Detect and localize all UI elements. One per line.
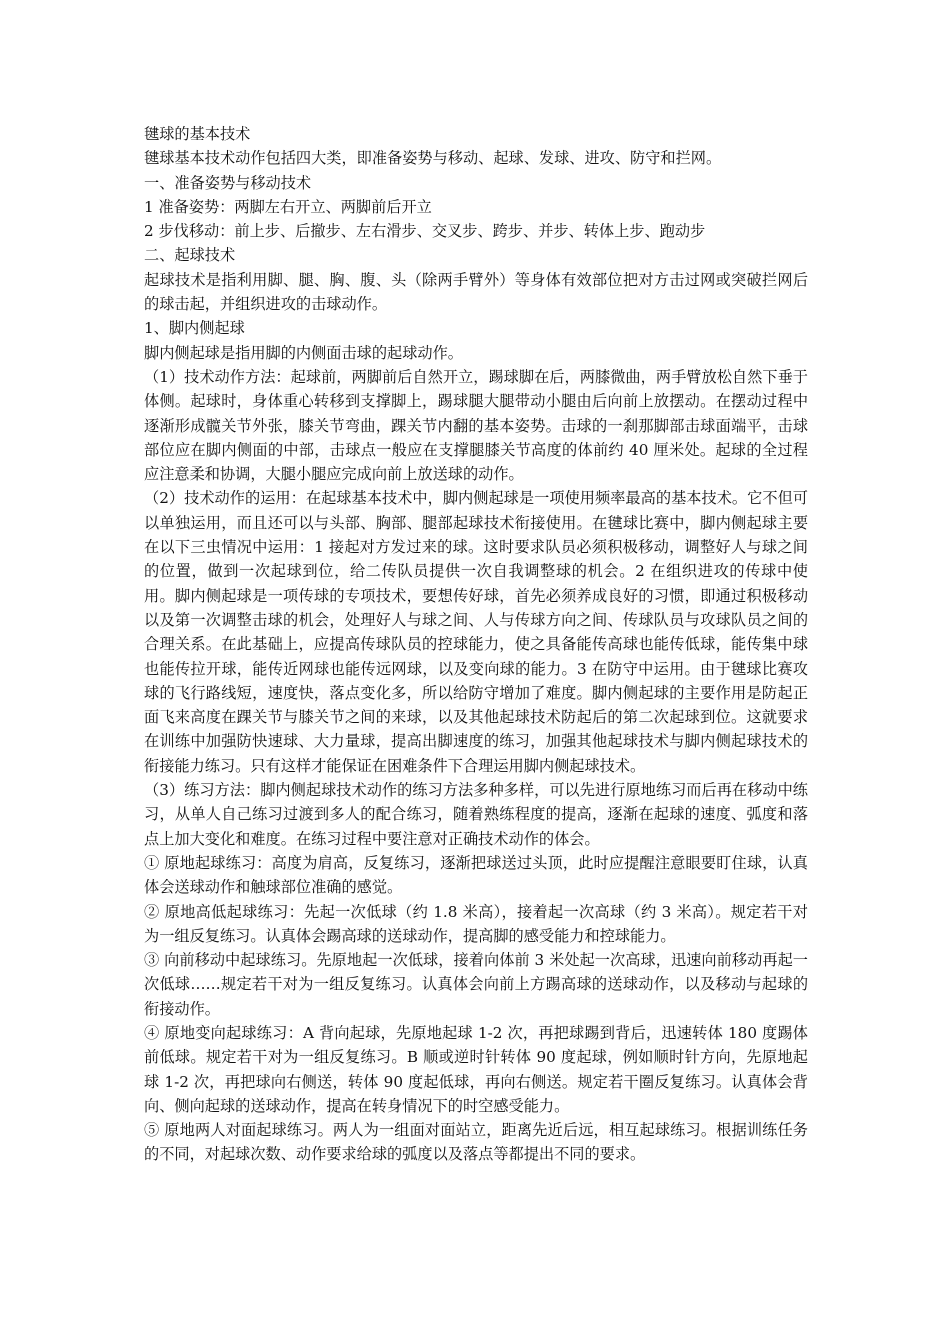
paragraph-receiving-definition: 起球技术是指利用脚、腿、胸、腹、头（除两手臂外）等身体有效部位把对方击过网或突破拦网后的球击起，并组织进攻的击球动作。 bbox=[144, 270, 808, 314]
practice-item-4: ④ 原地变向起球练习：A 背向起球，先原地起球 1-2 次，再把球踢到背后，迅速转体 180 度踢体前低球。规定若干对为一组反复练习。B 顺或逆时针转体 90 度起球，例如顺时针方向，先原地起球 1-2 次，再把球向右侧送，转体 90 度起低球，再向右侧送。规定若干圈反复练习。认真体会背向、侧向起球的送球动作，提高在转身情况下的时空感受能力。 bbox=[144, 1023, 808, 1115]
document-title: 毽球的基本技术 bbox=[144, 125, 251, 143]
paragraph-ready-stance: 1 准备姿势：两脚左右开立、两脚前后开立 bbox=[144, 197, 432, 216]
paragraph-footwork: 2 步伐移动：前上步、后撤步、左右滑步、交叉步、跨步、并步、转体上步、跑动步 bbox=[144, 222, 706, 241]
subsection-heading-inside-foot: 1、脚内侧起球 bbox=[144, 319, 245, 338]
paragraph-intro: 毽球基本技术动作包括四大类，即准备姿势与移动、起球、发球、进攻、防守和拦网。 bbox=[144, 149, 722, 168]
document-page bbox=[144, 122, 808, 1167]
practice-item-5: ⑤ 原地两人对面起球练习。两人为一组面对面站立，距离先近后远，相互起球练习。根据训练任务的不同，对起球次数、动作要求给球的弧度以及落点等都提出不同的要求。 bbox=[144, 1121, 808, 1164]
practice-item-1: ① 原地起球练习：高度为肩高，反复练习，逐渐把球送过头顶，此时应提醒注意眼要盯住球，认真体会送球动作和触球部位准确的感觉。 bbox=[144, 853, 808, 897]
paragraph-inside-foot-definition: 脚内侧起球是指用脚的内侧面击球的起球动作。 bbox=[144, 343, 463, 362]
section-heading-receiving: 二、起球技术 bbox=[144, 246, 236, 265]
paragraph-technique-application: （2）技术动作的运用：在起球基本技术中，脚内侧起球是一项使用频率最高的基本技术。它不但可以单独运用，而且还可以与头部、胸部、腿部起球技术衔接使用。在毽球比赛中，脚内侧起球主要在以下三虫情况中运用：1 接起对方发过来的球。这时要求队员必须积极移动，调整好人与球之间的位置，做到一次起球到位，给二传队员提供一次自我调整球的机会。2 在组织进攻的传球中使用。脚内侧起球是一项传球的专项技术，要想传好球，首先必须养成良好的习惯，即通过积极移动以及第一次调整击球的机会，处理好人与球之间、人与传球方向之间、传球队员与攻球队员之间的合理关系。在此基础上，应提高传球队员的控球能力，使之具备能传高球也能传低球，能传集中球也能传拉开球，能传近网球也能传远网球，以及变向球的能力。3 在防守中运用。由于毽球比赛攻球的飞行路线短，速度快，落点变化多，所以给防守增加了难度。脚内侧起球的主要作用是防起正面飞来高度在踝关节与膝关节之间的来球，以及其他起球技术防起后的第二次起球到位。这就要求在训练中加强防快速球、大力量球，提高出脚速度的练习，加强其他起球技术与脚内侧起球技术的衔接能力练习。只有这样才能保证在困难条件下合理运用脚内侧起球技术。 bbox=[144, 489, 808, 775]
paragraph-practice-method: （3）练习方法：脚内侧起球技术动作的练习方法多种多样，可以先进行原地练习而后再在移动中练习，从单人自己练习过渡到多人的配合练习，随着熟练程度的提高，逐渐在起球的速度、弧度和落点上加大变化和难度。在练习过程中要注意对正确技术动作的体会。 bbox=[144, 781, 808, 848]
practice-item-3: ③ 向前移动中起球练习。先原地起一次低球，接着向体前 3 米处起一次高球，迅速向前移动再起一次低球……规定若干对为一组反复练习。认真体会向前上方踢高球的送球动作，以及移动与起球的衔接动作。 bbox=[144, 951, 808, 1018]
paragraph-technique-method: （1）技术动作方法：起球前，两脚前后自然开立，踢球脚在后，两膝微曲，两手臂放松自然下垂于体侧。起球时，身体重心转移到支撑脚上，踢球腿大腿带动小腿由后向前上放摆动。在摆动过程中逐渐形成髋关节外张，膝关节弯曲，踝关节内翻的基本姿势。击球的一刹那脚部击球面端平，击球部位应在脚内侧面的中部，击球点一般应在支撑腿膝关节高度的体前约 40 厘米处。起球的全过程应注意柔和协调，大腿小腿应完成向前上放送球的动作。 bbox=[144, 367, 808, 484]
section-heading-ready-position: 一、准备姿势与移动技术 bbox=[144, 173, 312, 192]
practice-item-2: ② 原地高低起球练习：先起一次低球（约 1.8 米高），接着起一次高球（约 3 米高）。规定若干对为一组反复练习。认真体会踢高球的送球动作，提高脚的感受能力和控球能力。 bbox=[144, 902, 808, 945]
